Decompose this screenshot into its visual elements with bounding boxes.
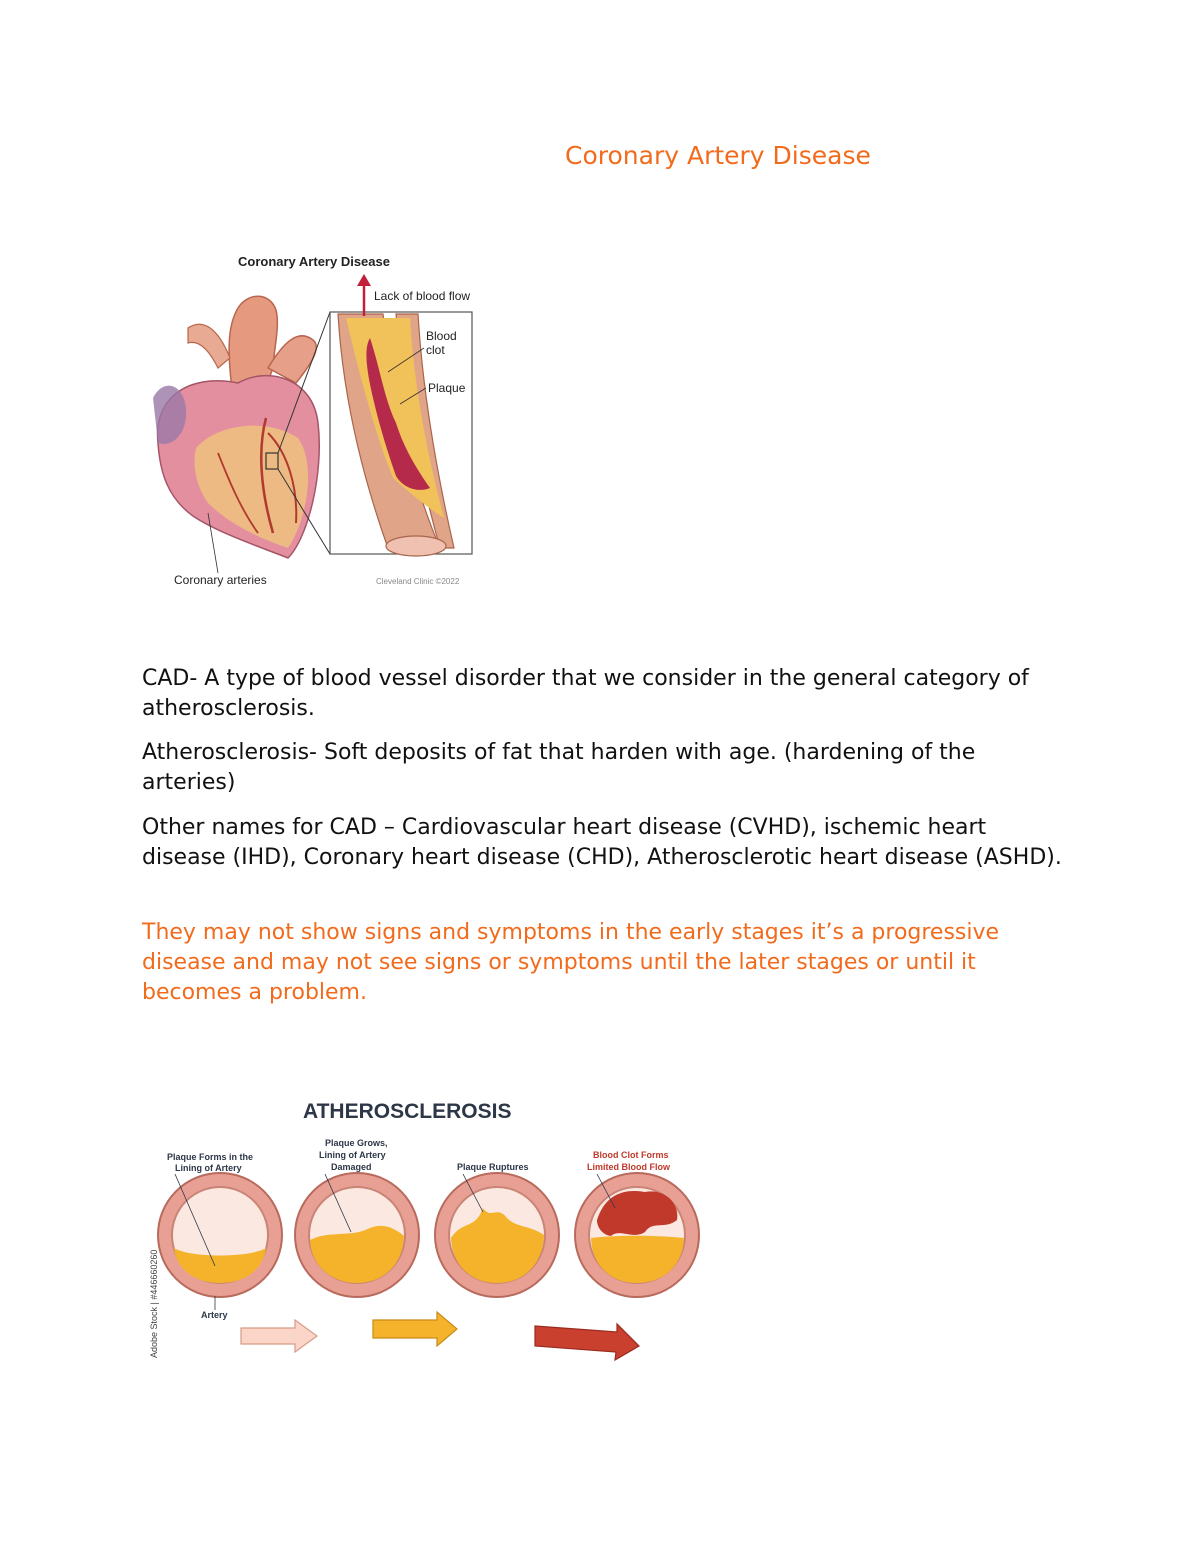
- page-title: Coronary Artery Disease: [565, 141, 871, 170]
- figure2-title: ATHEROSCLEROSIS: [303, 1100, 512, 1123]
- atherosclerosis-figure: [145, 1070, 705, 1370]
- stage1-label-1: Plaque Forms in the: [167, 1152, 254, 1162]
- clot-label: clot: [426, 343, 445, 357]
- stage2-label-2: Lining of Artery: [319, 1150, 386, 1160]
- coronary-artery-figure: [148, 248, 478, 593]
- artery-opening-shape: [386, 536, 446, 556]
- paragraph-cad: CAD- A type of blood vessel disorder that we consider in the general category of atherosclerosis.: [142, 666, 1029, 721]
- paragraph-warning: They may not show signs and symptoms in the early stages it’s a progressive disease and may not see signs or symptoms until the later stages or until it becomes a problem.: [142, 920, 1000, 1005]
- vessel-branch-shape: [188, 324, 230, 368]
- stage2-label-3: Damaged: [331, 1162, 372, 1172]
- stage4-label-1: Blood Clot Forms: [593, 1150, 669, 1160]
- plaque-label: Plaque: [428, 381, 466, 395]
- lack-of-blood-flow-label: Lack of blood flow: [374, 289, 471, 303]
- stage3-label: Plaque Ruptures: [457, 1162, 529, 1172]
- stage4-label-2: Limited Blood Flow: [587, 1162, 670, 1172]
- fat-layer-shape: [195, 426, 309, 548]
- stage2-label-1: Plaque Grows,: [325, 1138, 388, 1148]
- artery-label: Artery: [201, 1310, 228, 1320]
- paragraph-atherosclerosis: Atherosclerosis- Soft deposits of fat that harden with age. (hardening of the arteries): [142, 740, 976, 795]
- coronary-arteries-label: Coronary arteries: [174, 573, 267, 587]
- stage1-label-2: Lining of Artery: [175, 1163, 242, 1173]
- figure1-credit: Cleveland Clinic ©2022: [376, 577, 460, 586]
- paragraph-other-names: Other names for CAD – Cardiovascular heart disease (CVHD), ischemic heart disease (IHD), Coronary heart disease (CHD), Atherosclerotic heart disease (ASHD).: [142, 815, 1062, 870]
- blood-label: Blood: [426, 329, 457, 343]
- figure2-watermark: Adobe Stock | #446660260: [149, 1249, 159, 1358]
- figure1-title: Coronary Artery Disease: [238, 254, 390, 269]
- blood-flow-arrow-head: [357, 274, 371, 286]
